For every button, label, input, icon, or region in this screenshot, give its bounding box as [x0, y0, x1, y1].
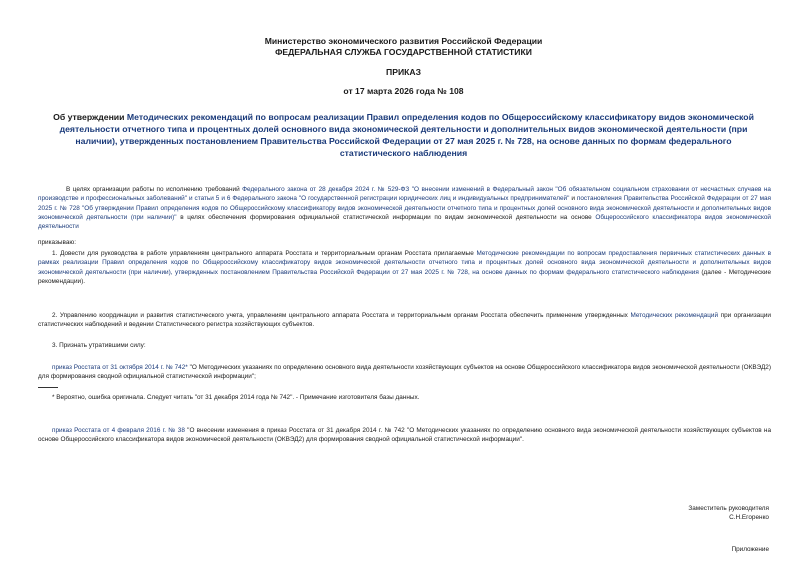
item-3b-text: "О внесении изменения в приказ Росстата от 31 декабря 2014 г. № 742 "О Методических указаниях по определению основного вида экономической деятельности хозяйствующих субъектов на основе Общероссийского классификатора видов экономической деятельности (ОКВЭД2) для формирования сводной официальной статистической информации".: [38, 427, 771, 444]
intro-text-1: В целях организации работы по исполнению требований: [66, 186, 243, 193]
title-prefix: Об утверждении: [53, 112, 127, 122]
methodical-recommendations-link[interactable]: Методические рекомендации по вопросам предоставления первичных статистических данных в рамках реализации Правил определения кодов по Общероссийскому классификатору видов экономической деятельности отчетного типа и процентных долей основного вида экономической деятельности и дополнительных видов экономической деятельности (при наличии), утвержденных постановлением Правительства Российской Федерации от 27 мая 2025 г. № 728, на основе данных по формам федерального статистического наблюдения: [38, 250, 771, 276]
appendix-label: Приложение: [731, 546, 769, 553]
item-3b-paragraph: [38, 426, 771, 445]
intro-text-2: и: [569, 195, 577, 203]
item-3-heading: 3. Признать утратившими силу:: [52, 342, 146, 349]
item-2-text-1: 2. Управлению координации и развития статистического учета, управлениям центрального аппарата Росстата и территориальным органам Росстата обеспечить применение утвержденных: [52, 312, 631, 319]
order-word: приказываю:: [38, 239, 76, 246]
item-2-paragraph: [38, 311, 771, 330]
service-name: ФЕДЕРАЛЬНАЯ СЛУЖБА ГОСУДАРСТВЕННОЙ СТАТИСТИКИ: [275, 47, 532, 57]
ministry-name: Министерство экономического развития Российской Федерации: [264, 36, 543, 46]
item-1-text-2: (далее - Методические рекомендации).: [38, 268, 772, 285]
intro-paragraph: [38, 185, 771, 231]
item-1-text-1: 1. Довести для руководства в работе управлениям центрального аппарата Росстата и территориальным органам Росстата прилагаемые: [52, 250, 477, 257]
item-1-paragraph: [38, 249, 771, 286]
footnote-divider: [38, 387, 58, 388]
footnote: * Вероятно, ошибка оригинала. Следует читать "от 31 декабря 2014 года № 742". - Примечание изготовителя базы данных.: [52, 394, 420, 401]
item-3a-paragraph: [38, 363, 771, 382]
federal-law-link[interactable]: Федерального закона от 28 декабря 2024 г. № 529-ФЗ "О внесении изменений в Федеральный закон "Об обязательном социальном страховании от несчастных случаев на производстве и профессиональных заболеваний" и статьи 5 и 6 Федерального закона "О государственной регистрации юридических лиц и индивидуальных предпринимателей": [38, 186, 771, 203]
document-header: [0, 36, 807, 58]
methodical-recommendations-short-link[interactable]: Методических рекомендаций: [630, 312, 719, 319]
intro-text-3: в целях обеспечения формирования официальной статистической информации по видам экономической деятельности на основе: [176, 213, 596, 221]
order-742-link[interactable]: приказ Росстата от 31 октября 2014 г. № 742*: [52, 364, 188, 371]
signatory-position: Заместитель руководителя: [688, 505, 769, 512]
government-decree-link[interactable]: постановления Правительства Российской Федерации от 27 мая 2025 г. № 728 "Об утверждении Правил определения кодов по Общероссийскому классификатору видов экономической деятельности отчетного типа и процентных долей основного вида экономической деятельности и дополнительных видов экономической деятельности (при наличии)": [38, 195, 771, 221]
signature-block: [688, 504, 769, 523]
title-link[interactable]: Методических рекомендаций по вопросам реализации Правил определения кодов по Общероссийскому классификатору видов экономической деятельности отчетного типа и процентных долей основного вида экономической деятельности и дополнительных видов экономической деятельности (при наличии), утвержденных постановлением Правительства Российской Федерации от 27 мая 2025 г. № 728, на основе данных по формам федерального статистического наблюдения: [59, 112, 754, 158]
item-2-text-2: при организации статистических наблюдений и ведении Статистического регистра хозяйствующих субъектов.: [38, 312, 771, 329]
signatory-name: С.Н.Егоренко: [729, 514, 769, 522]
okved-classifier-link[interactable]: Общероссийского классификатора видов экономической деятельности: [38, 213, 771, 231]
document-title: [40, 111, 767, 159]
item-3a-text: "О Методических указаниях по определению основного вида деятельности хозяйствующих субъектов на основе Общероссийского классификатора видов экономической деятельности (ОКВЭД2) для формирования сводной официальной статистической информации";: [38, 364, 771, 381]
order-38-link[interactable]: приказ Росстата от 4 февраля 2016 г. № 38: [52, 427, 185, 434]
document-type: ПРИКАЗ: [386, 67, 421, 77]
document-date: от 17 марта 2026 года № 108: [343, 86, 464, 96]
